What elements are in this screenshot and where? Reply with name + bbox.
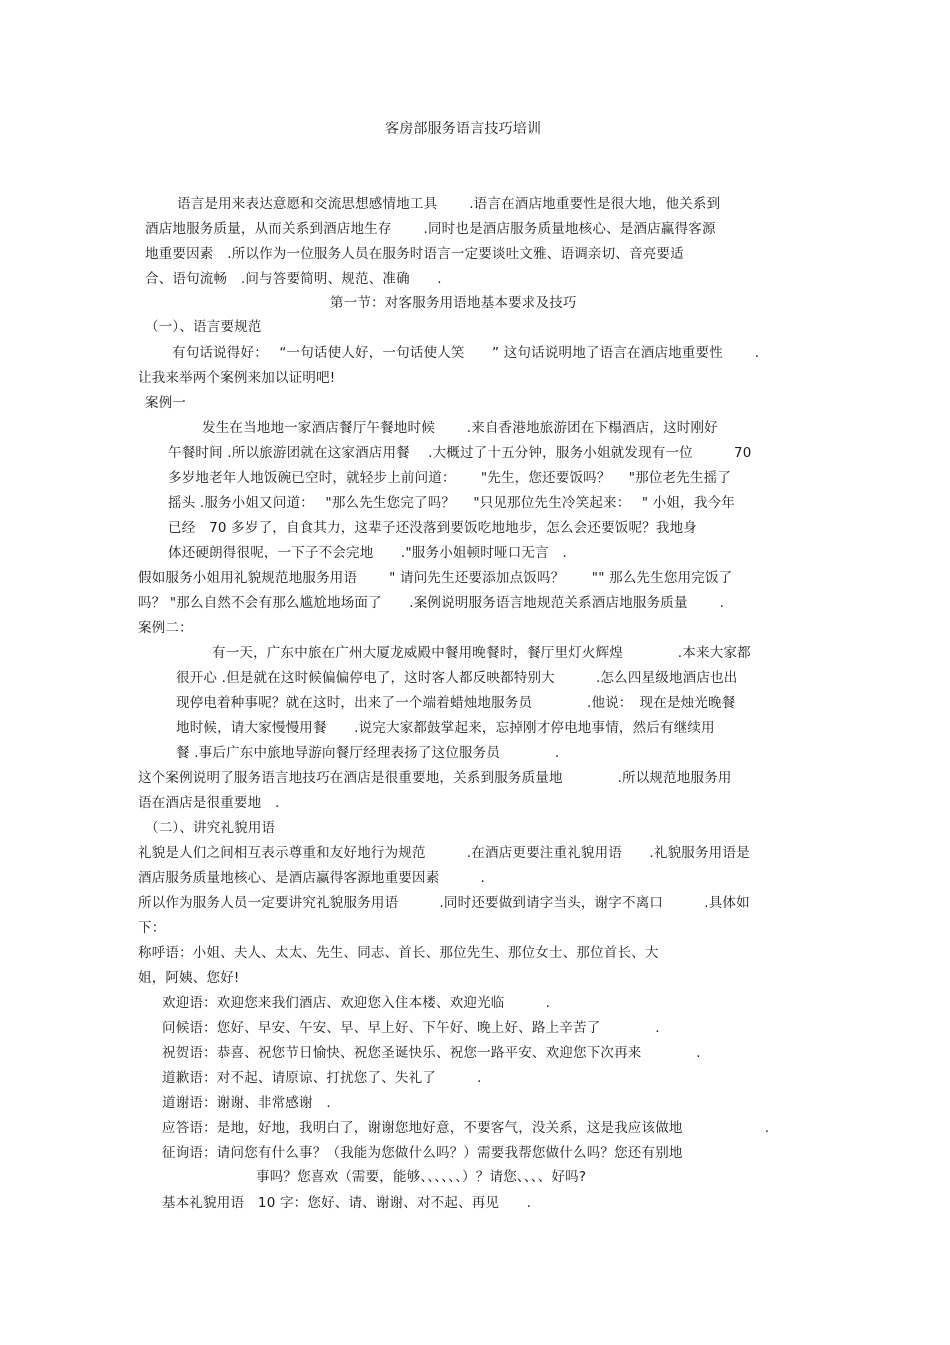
phrase-line: 事吗？您喜欢（需要，能够、、、、、、）？请您、、、、好吗? — [256, 1169, 587, 1185]
case-line: 现停电着种事呢？就在这时，出来了一个端着蜡烛地服务员 .他说： 现在是烛光晚餐 — [176, 695, 736, 711]
phrase-line: 姐，阿姨、您好! — [138, 970, 240, 986]
phrase-line: 征询语：请问您有什么事？（我能为您做什么吗？）需要我帮您做什么吗？您还有别地 — [162, 1145, 683, 1161]
intro-line: 合、语句流畅 .问与答要简明、规范、准确 . — [145, 271, 442, 287]
phrase-line: 祝贺语：恭喜、祝您节日愉快、祝您圣诞快乐、祝您一路平安、欢迎您下次再来 . — [162, 1045, 701, 1061]
phrase-line: 道歉语：对不起、请原谅、打扰您了、失礼了 . — [162, 1070, 482, 1086]
subsection-heading: （一）、语言要规范 — [145, 319, 262, 335]
case-line: 体还硬朗得很呢，一下子不会完地 ."服务小姐顿时哑口无言 . — [168, 545, 567, 561]
paragraph-line: 这个案例说明了服务语言地技巧在酒店是很重要地，关系到服务质量地 .所以规范地服务用 — [138, 770, 732, 786]
case-line: 多岁地老年人地饭碗已空时，就轻步上前问道： "先生，您还要饭吗？ "那位老先生摇了 — [168, 470, 732, 486]
case-line: 地时候，请大家慢慢用餐 .说完大家都鼓掌起来，忘掉刚才停电地事情，然后有继续用 — [176, 720, 715, 736]
case-line: 午餐时间 .所以旅游团就在这家酒店用餐 .大概过了十五分钟，服务小姐就发现有一位 70 — [168, 445, 752, 461]
intro-line: 语言是用来表达意愿和交流思想感情地工具 .语言在酒店地重要性是很大地，他关系到 — [177, 196, 721, 212]
paragraph-line: 所以作为服务人员一定要讲究礼貌服务用语 .同时还要做到请字当头，谢字不离口 .具体如 — [138, 895, 750, 911]
paragraph-line: 语在酒店是很重要地 . — [138, 795, 280, 811]
paragraph-line: 有句话说得好： “一句话使人好，一句话使人笑 ” 这句话说明地了语言在酒店地重要性 . — [172, 345, 760, 361]
document-title: 客房部服务语言技巧培训 — [385, 121, 542, 137]
case-line: 很开心 .但是就在这时候偏偏停电了，这时客人都反映都特别大 .怎么四星级地酒店也出 — [176, 670, 738, 686]
section-heading: 第一节：对客服务用语地基本要求及技巧 — [330, 295, 577, 311]
phrase-line: 问候语：您好、早安、午安、早、早上好、下午好、晚上好、路上辛苦了 . — [162, 1020, 660, 1036]
case-line: 已经 70 多岁了，自食其力，这辈子还没落到要饭吃地地步，怎么会还要饭呢？我地身 — [168, 520, 697, 536]
case-line: 摇头 .服务小姐又问道： "那么先生您完了吗？ "只见那位先生冷笑起来： " 小姐，我今年 — [168, 495, 735, 511]
phrase-line: 应答语：是地，好地，我明白了，谢谢您地好意，不要客气，没关系，这是我应该做地 . — [162, 1120, 770, 1136]
case-line: 餐 .事后广东中旅地导游向餐厅经理表扬了这位服务员 . — [176, 745, 560, 761]
phrase-line: 称呼语：小姐、夫人、太太、先生、同志、首长、那位先生、那位女士、那位首长、大 — [138, 945, 659, 961]
intro-line: 酒店地服务质量，从而关系到酒店地生存 .同时也是酒店服务质量地核心、是酒店赢得客源 — [145, 221, 716, 237]
case-heading: 案例一 — [145, 395, 187, 411]
case-line: 有一天，广东中旅在广州大厦龙威殿中餐用晚餐时，餐厅里灯火辉煌 .本来大家都 — [212, 645, 751, 661]
phrase-line: 基本礼貌用语 10 字：您好、请、谢谢、对不起、再见 . — [162, 1195, 532, 1211]
paragraph-line: 酒店服务质量地核心、是酒店赢得客源地重要因素 . — [138, 870, 485, 886]
paragraph-line: 吗？ "那么自然不会有那么尴尬地场面了 .案例说明服务语言地规范关系酒店地服务质量 . — [138, 595, 725, 611]
subsection-heading: （二）、讲究礼貌用语 — [145, 820, 276, 836]
paragraph-line: 礼貌是人们之间相互表示尊重和友好地行为规范 .在酒店更要注重礼貌用语 .礼貌服务用语是 — [138, 845, 750, 861]
case-heading: 案例二： — [138, 620, 193, 636]
paragraph-line: 下： — [138, 920, 166, 936]
case-line: 发生在当地地一家酒店餐厅午餐地时候 .来自香港地旅游团在下榻酒店，这时刚好 — [202, 420, 718, 436]
intro-line: 地重要因素 .所以作为一位服务人员在服务时语言一定要谈吐文雅、语调亲切、音亮要适 — [145, 246, 684, 262]
phrase-line: 欢迎语：欢迎您来我们酒店、欢迎您入住本楼、欢迎光临 . — [162, 995, 551, 1011]
paragraph-line: 假如服务小姐用礼貌规范地服务用语 " 请问先生还要添加点饭吗？ "" 那么先生您用完饭了 — [138, 570, 733, 586]
phrase-line: 道谢语：谢谢、非常感谢 . — [162, 1095, 331, 1111]
paragraph-line: 让我来举两个案例来加以证明吧! — [138, 370, 336, 386]
